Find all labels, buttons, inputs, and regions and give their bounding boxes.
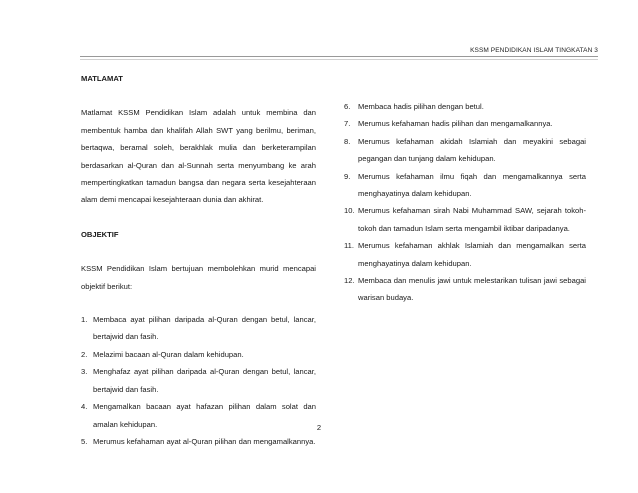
list-item [81,433,316,450]
item-text: Membaca hadis pilihan dengan betul. [358,102,484,111]
objektif-intro: KSSM Pendidikan Islam bertujuan membolehkan murid mencapai objektif berikut: [81,264,316,291]
objective-list-continued [344,98,586,307]
list-item [344,168,586,203]
item-text: Merumus kefahaman sirah Nabi Muhammad SAW, sejarah tokoh-tokoh dan tamadun Islam serta mengambil iktibar daripadanya. [358,206,586,233]
item-number: 8. [344,136,351,146]
list-item [344,98,586,115]
item-text: Merumus kefahaman ilmu fiqah dan mengamalkannya serta menghayatinya dalam kehidupan. [358,171,586,199]
item-text: Merumus kefahaman akidah Islamiah dan meyakini sebagai pegangan dan tunjang dalam kehidupan. [358,136,586,164]
page-number: 2 [316,423,322,432]
list-item [81,346,316,363]
item-text: Mengamalkan bacaan ayat hafazan pilihan dalam solat dan amalan kehidupan. [93,402,316,429]
right-column [344,98,586,307]
header-rule [80,56,598,57]
matlamat-paragraph: Matlamat KSSM Pendidikan Islam adalah untuk membina dan membentuk hamba dan khalifah Allah SWT yang berilmu, beriman, bertaqwa, beramal soleh, berakhlak mulia dan berketerampilan berdasarkan al-Quran dan al-Sunnah serta menyumbang ke arah mempertingkatkan tamadun bangsa dan negara serta kesejahteraan alam demi mencapai kesejahteraan dunia dan akhirat. [81,108,316,205]
list-item [344,115,586,132]
item-text: Merumus kefahaman akhlak Islamiah dan mengamalkan serta menghayatinya dalam kehidupan. [358,241,586,268]
item-number: 11. [344,241,354,251]
item-number: 4. [81,402,88,412]
item-text: Melazimi bacaan al-Quran dalam kehidupan. [93,349,244,359]
item-number: 7. [344,119,351,129]
item-number: 1. [81,315,88,325]
item-text: Membaca ayat pilihan daripada al-Quran dengan betul, lancar, bertajwid dan fasih. [93,315,316,342]
item-text: Menghafaz ayat pilihan daripada al-Quran dengan betul, lancar, bertajwid dan fasih. [93,367,316,394]
left-column [81,70,316,450]
item-number: 5. [81,436,88,446]
list-item [344,272,586,307]
objektif-heading: OBJEKTIF [81,229,119,239]
item-number: 10. [344,206,355,216]
item-text: Merumus kefahaman ayat al-Quran pilihan dan mengamalkannya. [93,436,316,446]
list-item [344,202,586,237]
list-item [344,133,586,168]
item-number: 2. [81,349,88,359]
item-number: 12. [344,276,355,286]
running-header: KSSM PENDIDIKAN ISLAM TINGKATAN 3 [470,47,598,54]
item-number: 3. [81,367,88,377]
header-rule-secondary [80,59,598,60]
list-item [81,311,316,346]
item-number: 9. [344,171,351,181]
item-text: Membaca dan menulis jawi untuk melestarikan tulisan jawi sebagai warisan budaya. [358,276,586,303]
item-text: Merumus kefahaman hadis pilihan dan mengamalkannya. [358,119,553,129]
matlamat-heading: MATLAMAT [81,74,123,83]
item-number: 6. [344,102,351,111]
list-item [344,237,586,272]
list-item [81,363,316,398]
